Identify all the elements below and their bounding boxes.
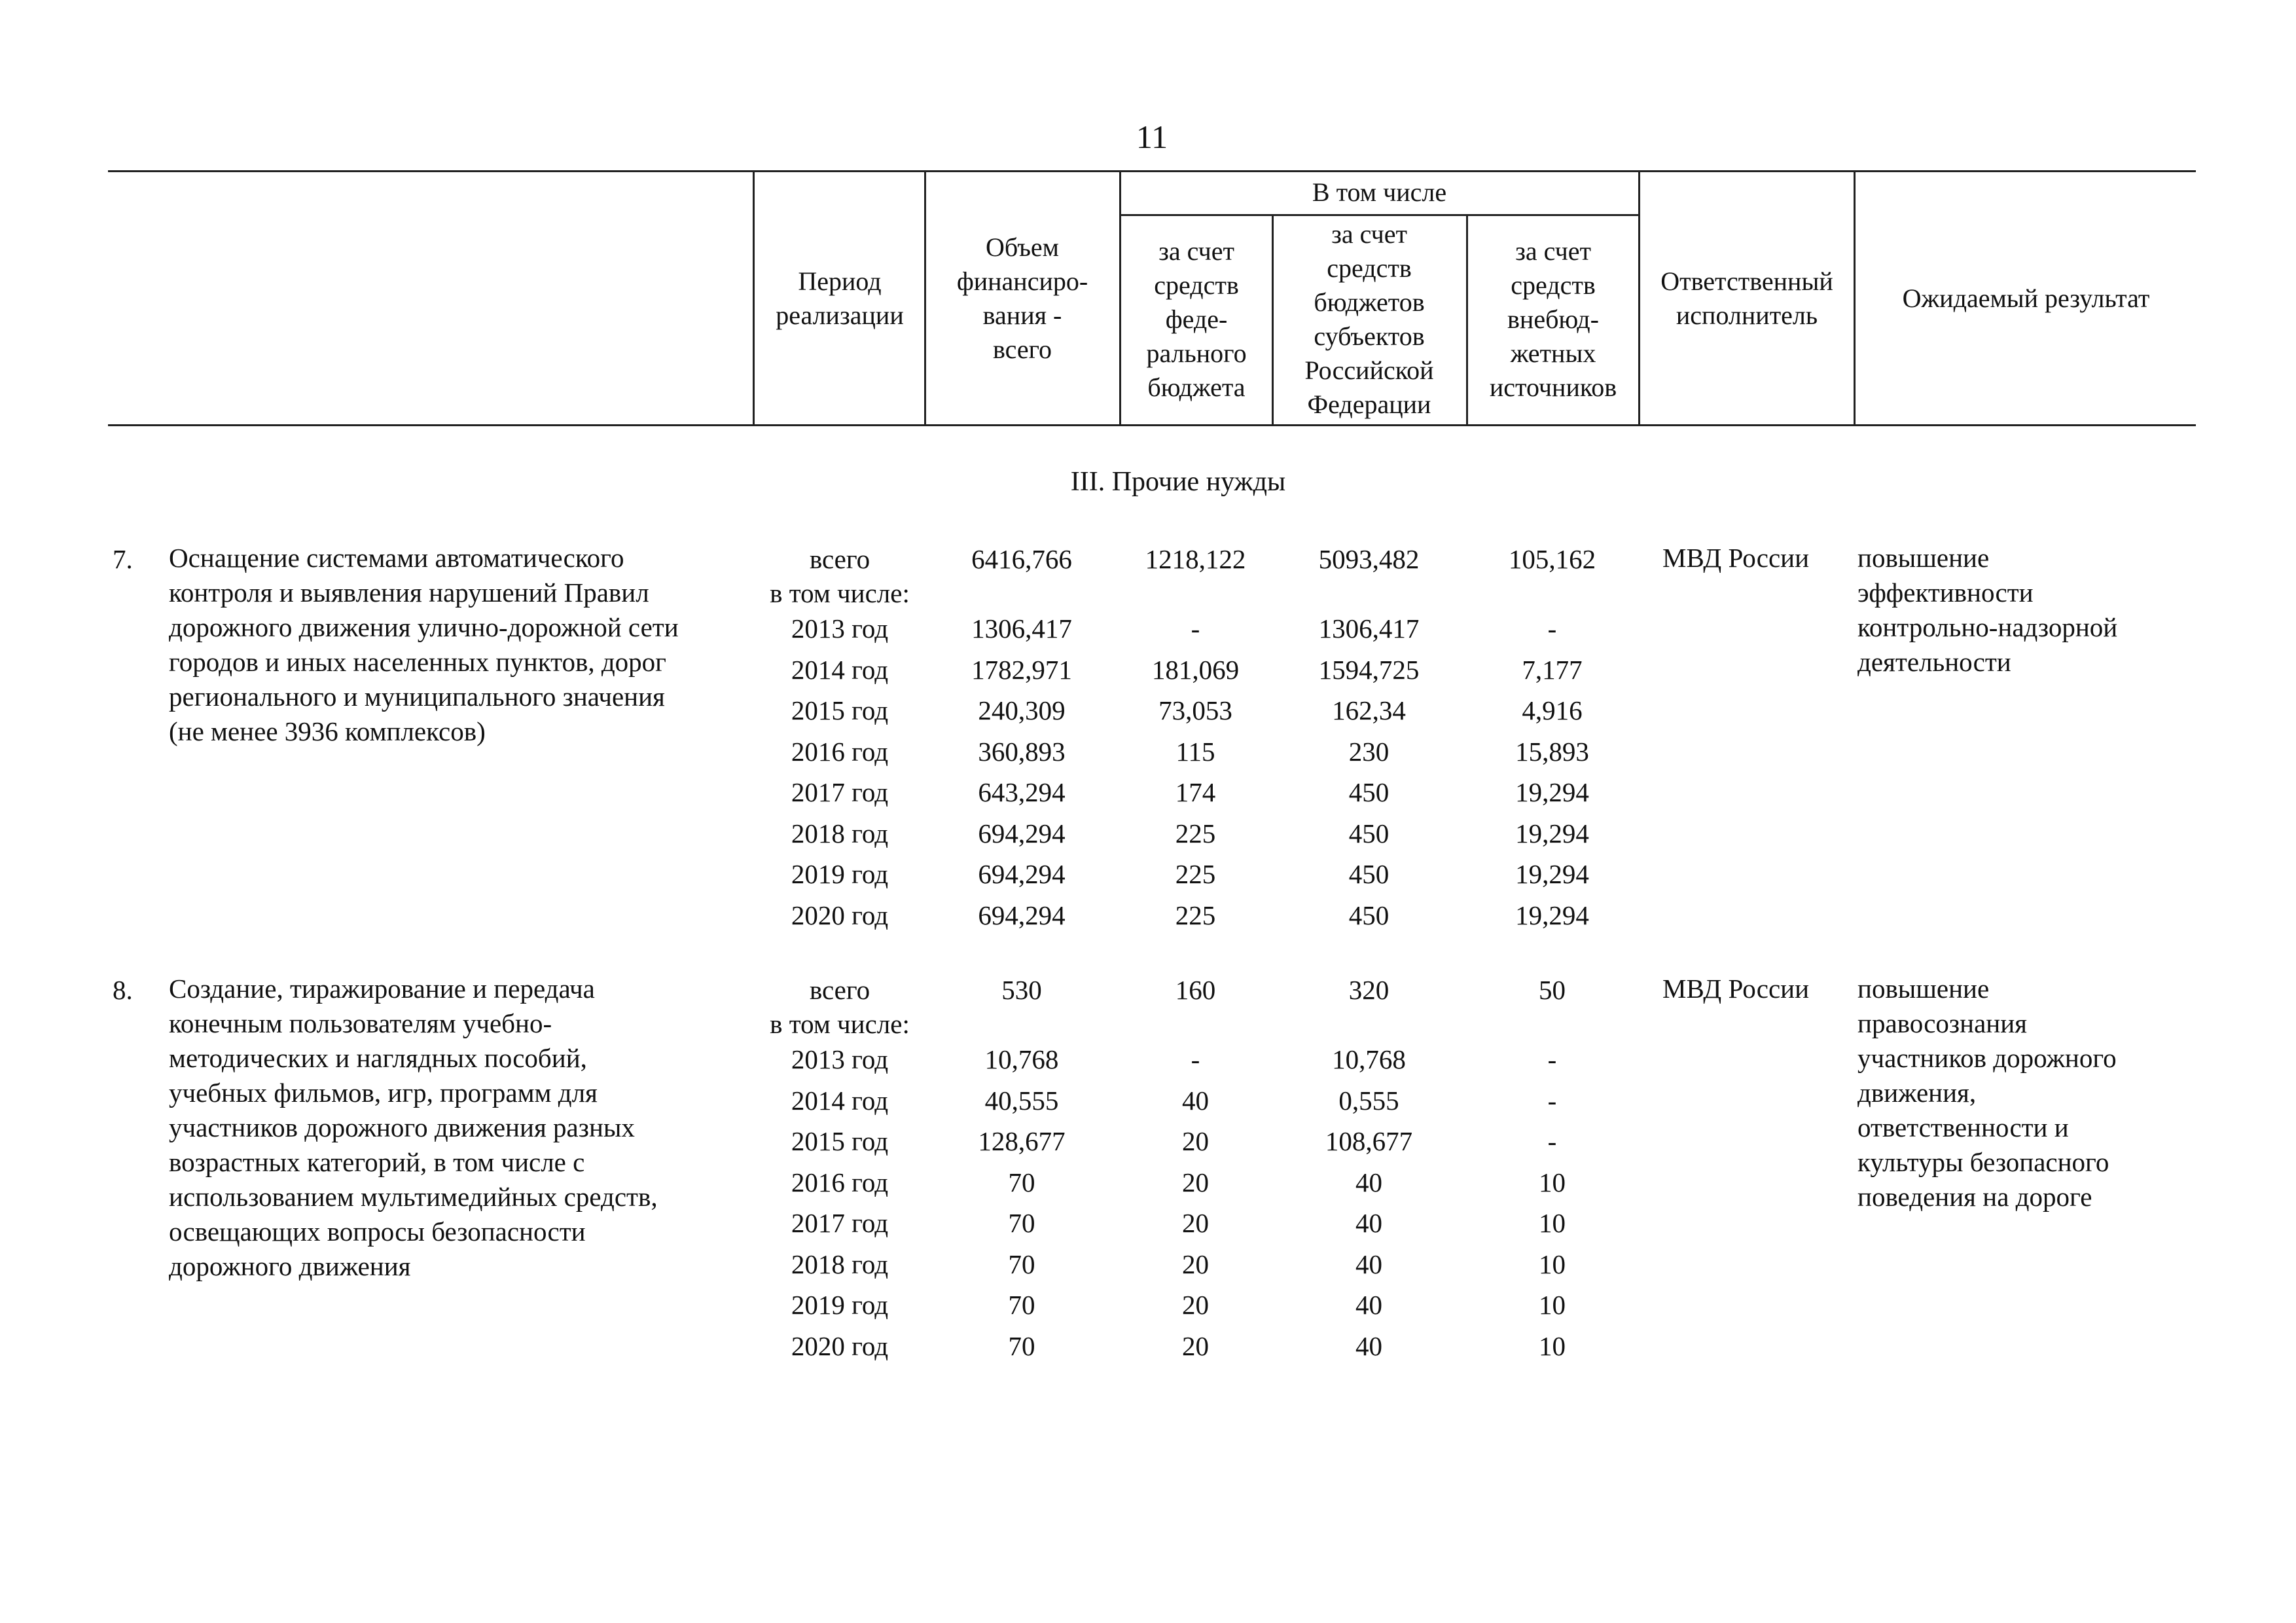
year-label: 2016 год — [791, 1167, 889, 1197]
year-extra: 7,177 — [1522, 654, 1583, 685]
header-divider-5 — [1466, 214, 1468, 424]
year-rows — [0, 1044, 2296, 1371]
including-rule — [1119, 214, 1638, 216]
year-volume: 128,677 — [978, 1126, 1066, 1156]
year-volume: 10,768 — [984, 1044, 1059, 1074]
year-federal: 20 — [1182, 1290, 1209, 1320]
year-federal: - — [1191, 1044, 1200, 1074]
year-regional: 450 — [1348, 777, 1390, 807]
year-label: 2013 год — [791, 613, 889, 644]
year-federal: 20 — [1182, 1208, 1209, 1238]
year-label: 2018 год — [791, 1249, 889, 1279]
year-extra: 10 — [1539, 1167, 1566, 1197]
header-including: В том числе — [1312, 177, 1447, 207]
header-divider-6 — [1638, 170, 1640, 424]
header-regional: за счет средств бюджетов субъектов Российской Федерации — [1304, 219, 1434, 419]
year-label: 2015 год — [791, 1126, 889, 1156]
year-federal: 73,053 — [1158, 695, 1232, 725]
total-federal: 1218,122 — [1145, 544, 1246, 574]
year-federal: 225 — [1175, 900, 1216, 930]
year-volume: 643,294 — [978, 777, 1066, 807]
year-extra: - — [1547, 1126, 1557, 1156]
year-regional: 10,768 — [1332, 1044, 1406, 1074]
header-result: Ожидаемый результат — [1902, 283, 2150, 313]
year-extra: 15,893 — [1515, 736, 1589, 767]
year-federal: 20 — [1182, 1126, 1209, 1156]
year-regional: 40 — [1355, 1290, 1382, 1320]
year-extra: - — [1547, 613, 1557, 644]
including-label: в том числе: — [770, 1009, 910, 1039]
year-regional: 0,555 — [1338, 1085, 1399, 1116]
year-volume: 70 — [1008, 1167, 1035, 1197]
year-label: 2020 год — [791, 900, 889, 930]
year-volume: 70 — [1008, 1249, 1035, 1279]
header-divider-7 — [1854, 170, 1856, 424]
year-federal: 115 — [1175, 736, 1215, 767]
header-executor: Ответственный исполнитель — [1660, 266, 1833, 330]
year-label: 2014 год — [791, 1085, 889, 1116]
header-volume: Объем финансиро-вания - всего — [956, 232, 1088, 364]
year-label: 2020 год — [791, 1330, 889, 1361]
total-federal: 160 — [1175, 975, 1216, 1005]
year-regional: 162,34 — [1332, 695, 1406, 725]
total-volume: 6416,766 — [971, 544, 1072, 574]
year-volume: 70 — [1008, 1208, 1035, 1238]
year-label: 2014 год — [791, 654, 889, 685]
year-label: 2018 год — [791, 818, 889, 848]
header-divider-2 — [924, 170, 926, 424]
year-volume: 1306,417 — [971, 613, 1072, 644]
total-volume: 530 — [1001, 975, 1042, 1005]
header-extra: за счет средств внебюд-жетных источников — [1489, 236, 1617, 402]
header-federal: за счет средств феде-рального бюджета — [1146, 236, 1247, 402]
year-extra: 10 — [1539, 1208, 1566, 1238]
year-extra: - — [1547, 1085, 1557, 1116]
year-extra: 10 — [1539, 1330, 1566, 1361]
year-extra: 10 — [1539, 1290, 1566, 1320]
year-label: 2015 год — [791, 695, 889, 725]
year-federal: 181,069 — [1151, 654, 1240, 685]
including-label: в том числе: — [770, 578, 910, 608]
year-label: 2016 год — [791, 736, 889, 767]
year-regional: 40 — [1355, 1249, 1382, 1279]
total-label: всего — [809, 975, 870, 1005]
year-volume: 40,555 — [984, 1085, 1059, 1116]
total-extra: 50 — [1539, 975, 1566, 1005]
year-regional: 40 — [1355, 1208, 1382, 1238]
year-extra: 19,294 — [1515, 777, 1589, 807]
year-federal: 40 — [1182, 1085, 1209, 1116]
year-regional: 40 — [1355, 1167, 1382, 1197]
year-label: 2019 год — [791, 859, 889, 889]
row-executor: МВД России — [1662, 543, 1810, 573]
year-label: 2013 год — [791, 1044, 889, 1074]
year-volume: 70 — [1008, 1330, 1035, 1361]
total-extra: 105,162 — [1508, 544, 1596, 574]
year-volume: 694,294 — [978, 859, 1066, 889]
page-number: 11 — [1136, 119, 1168, 155]
row-result: повышение правосознания участников дорожного движения, ответственности и культуры безопасного поведения на дороге — [1857, 974, 2117, 1212]
year-regional: 1594,725 — [1318, 654, 1420, 685]
year-federal: 20 — [1182, 1167, 1209, 1197]
year-federal: 20 — [1182, 1249, 1209, 1279]
total-regional: 5093,482 — [1318, 544, 1420, 574]
row-description: Создание, тиражирование и передача конечным пользователям учебно- методических и наглядных пособий, учебных фильмов, игр, программ для участников дорожного движения разных возрастных категорий, в том числе с использованием мультимедийных средств, освещающих вопросы безопасности дорожного движения — [169, 974, 658, 1281]
year-federal: 174 — [1175, 777, 1216, 807]
year-regional: 1306,417 — [1318, 613, 1420, 644]
year-regional: 230 — [1348, 736, 1390, 767]
year-federal: - — [1191, 613, 1200, 644]
year-federal: 225 — [1175, 818, 1216, 848]
year-regional: 108,677 — [1325, 1126, 1413, 1156]
header-top-rule — [108, 170, 2196, 172]
year-regional: 450 — [1348, 859, 1390, 889]
year-label: 2019 год — [791, 1290, 889, 1320]
row-number: 8. — [113, 975, 133, 1005]
header-bottom-rule — [108, 424, 2196, 426]
year-extra: 19,294 — [1515, 818, 1589, 848]
year-extra: 19,294 — [1515, 859, 1589, 889]
year-volume: 240,309 — [978, 695, 1066, 725]
year-extra: 4,916 — [1522, 695, 1583, 725]
row-executor: МВД России — [1662, 974, 1810, 1004]
year-label: 2017 год — [791, 777, 889, 807]
year-regional: 450 — [1348, 900, 1390, 930]
year-regional: 450 — [1348, 818, 1390, 848]
total-label: всего — [809, 544, 870, 574]
header-divider-3 — [1119, 170, 1121, 424]
year-label: 2017 год — [791, 1208, 889, 1238]
year-extra: 10 — [1539, 1249, 1566, 1279]
section-title: III. Прочие нужды — [1070, 467, 1286, 497]
year-extra: 19,294 — [1515, 900, 1589, 930]
header-divider-1 — [753, 170, 755, 424]
row-number: 7. — [113, 544, 133, 574]
year-rows — [0, 613, 2296, 940]
row-description: Оснащение системами автоматического контроля и выявления нарушений Правил дорожного движения улично-дорожной сети городов и иных населенных пунктов, дорог регионального и муниципального значения (не менее 3936 комплексов) — [169, 543, 679, 746]
year-volume: 70 — [1008, 1290, 1035, 1320]
header-period: Период реализации — [776, 266, 904, 330]
year-federal: 225 — [1175, 859, 1216, 889]
year-regional: 40 — [1355, 1330, 1382, 1361]
header-divider-4 — [1272, 214, 1274, 424]
row-result: повышение эффективности контрольно-надзорной деятельности — [1857, 543, 2118, 677]
year-volume: 360,893 — [978, 736, 1066, 767]
year-federal: 20 — [1182, 1330, 1209, 1361]
year-volume: 694,294 — [978, 818, 1066, 848]
year-extra: - — [1547, 1044, 1557, 1074]
year-volume: 1782,971 — [971, 654, 1072, 685]
year-volume: 694,294 — [978, 900, 1066, 930]
total-regional: 320 — [1348, 975, 1390, 1005]
